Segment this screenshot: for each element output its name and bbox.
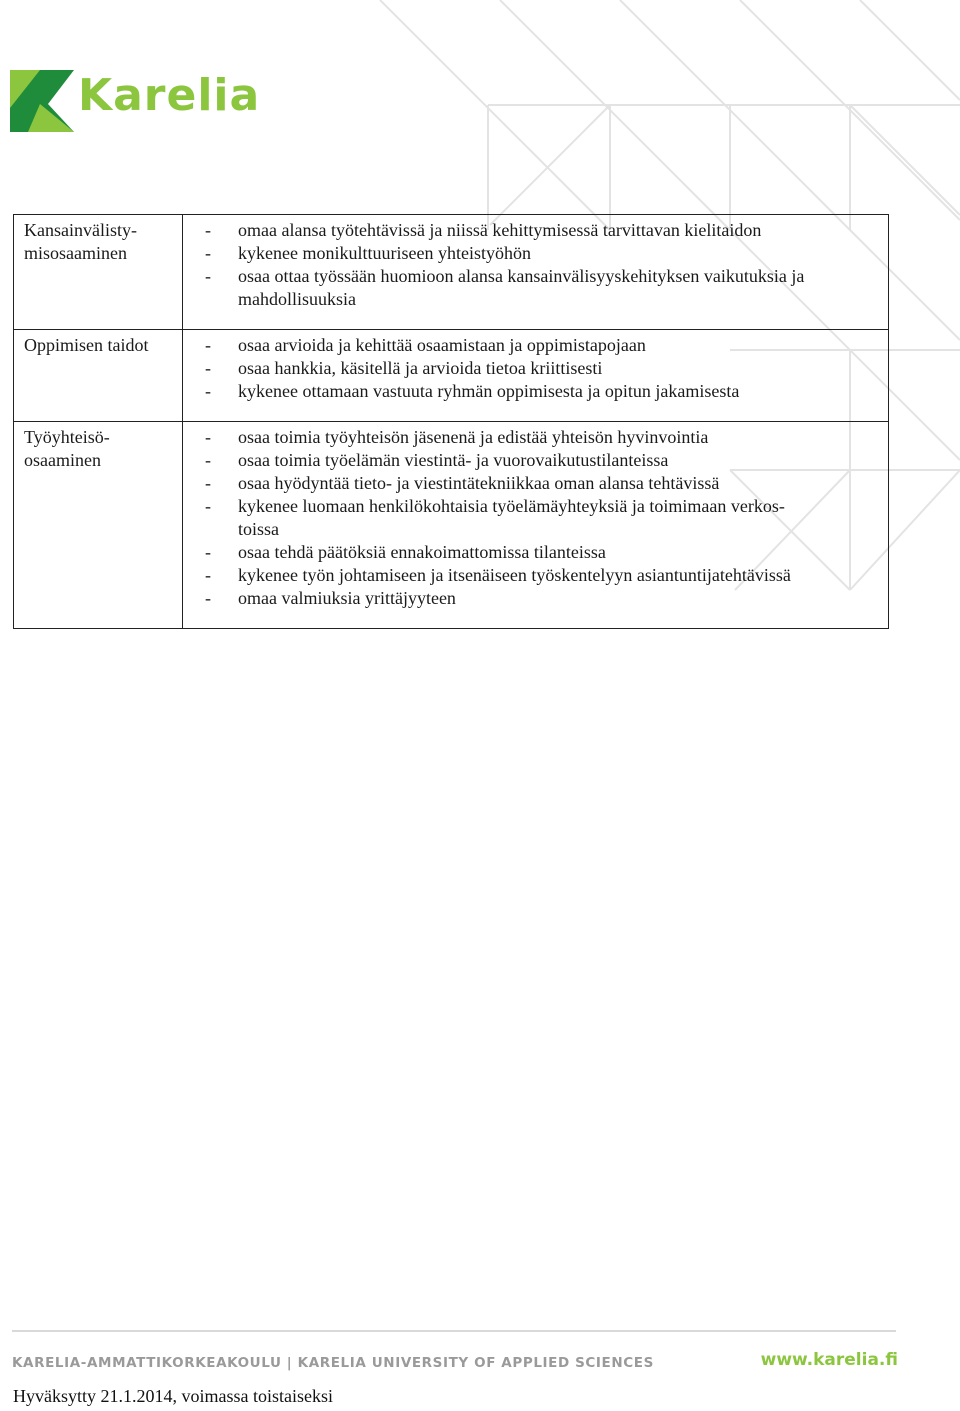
footer-website[interactable]: www.karelia.fi (760, 1350, 898, 1370)
list-item: - omaa alansa työtehtävissä ja niissä kehittymisessä tarvittavan kielitaidon (205, 220, 762, 240)
heading-line-2: misosaaminen (24, 243, 127, 263)
list-item: - osaa arvioida ja kehittää osaamistaan ja oppimistapojaan (205, 335, 646, 355)
item-list (205, 334, 876, 403)
row-content (183, 422, 889, 629)
list-item: - kykenee ottamaan vastuuta ryhmän oppimisesta ja opitun jakamisesta (205, 381, 740, 401)
row-heading (14, 215, 183, 330)
list-item: - kykenee monikulttuuriseen yhteistyöhön (205, 243, 531, 263)
list-item: - osaa hyödyntää tieto- ja viestintätekniikkaa oman alansa tehtävissä (205, 473, 720, 493)
row-heading: Oppimisen taidot (14, 330, 183, 422)
approval-note: Hyväksytty 21.1.2014, voimassa toistaiseksi (13, 1386, 333, 1406)
heading-line-1: Kansainvälisty- (24, 220, 137, 240)
list-item: - osaa toimia työyhteisön jäsenenä ja edistää yhteisön hyvinvointia (205, 427, 709, 447)
list-item: - kykenee luomaan henkilökohtaisia työelämäyhteyksiä ja toimimaan verkos- toissa (205, 496, 785, 539)
row-content (183, 330, 889, 422)
heading-line-1: Työyhteisö- (24, 427, 110, 447)
heading-line-2: osaaminen (24, 450, 101, 470)
list-item: - kykenee työn johtamiseen ja itsenäiseen työskentelyyn asiantuntijatehtävissä (205, 565, 791, 585)
table-row (14, 215, 889, 330)
list-item: - osaa ottaa työssään huomioon alansa kansainvälisyyskehityksen vaikutuksia ja mahdollisuuksia (205, 266, 805, 309)
list-item: - osaa toimia työelämän viestintä- ja vuorovaikutustilanteissa (205, 450, 669, 470)
logo-wordmark: Karelia (78, 70, 261, 121)
competence-table (13, 214, 889, 629)
footer-divider (12, 1330, 896, 1332)
table-row (14, 330, 889, 422)
list-item: - osaa tehdä päätöksiä ennakoimattomissa tilanteissa (205, 542, 606, 562)
hyphenated-item: kykenee luomaan henkilökohtaisia työelämäyhteyksiä ja toimimaan verkos- toissa (238, 496, 785, 539)
table-row (14, 422, 889, 629)
item-list (205, 219, 876, 311)
list-item: - osaa hankkia, käsitellä ja arvioida tietoa kriittisesti (205, 358, 603, 378)
list-item: - omaa valmiuksia yrittäjyyteen (205, 588, 456, 608)
row-heading (14, 422, 183, 629)
footer-institution: KARELIA-AMMATTIKORKEAKOULU | KARELIA UNIVERSITY OF APPLIED SCIENCES (12, 1355, 654, 1371)
row-content (183, 215, 889, 330)
item-list (205, 426, 876, 610)
